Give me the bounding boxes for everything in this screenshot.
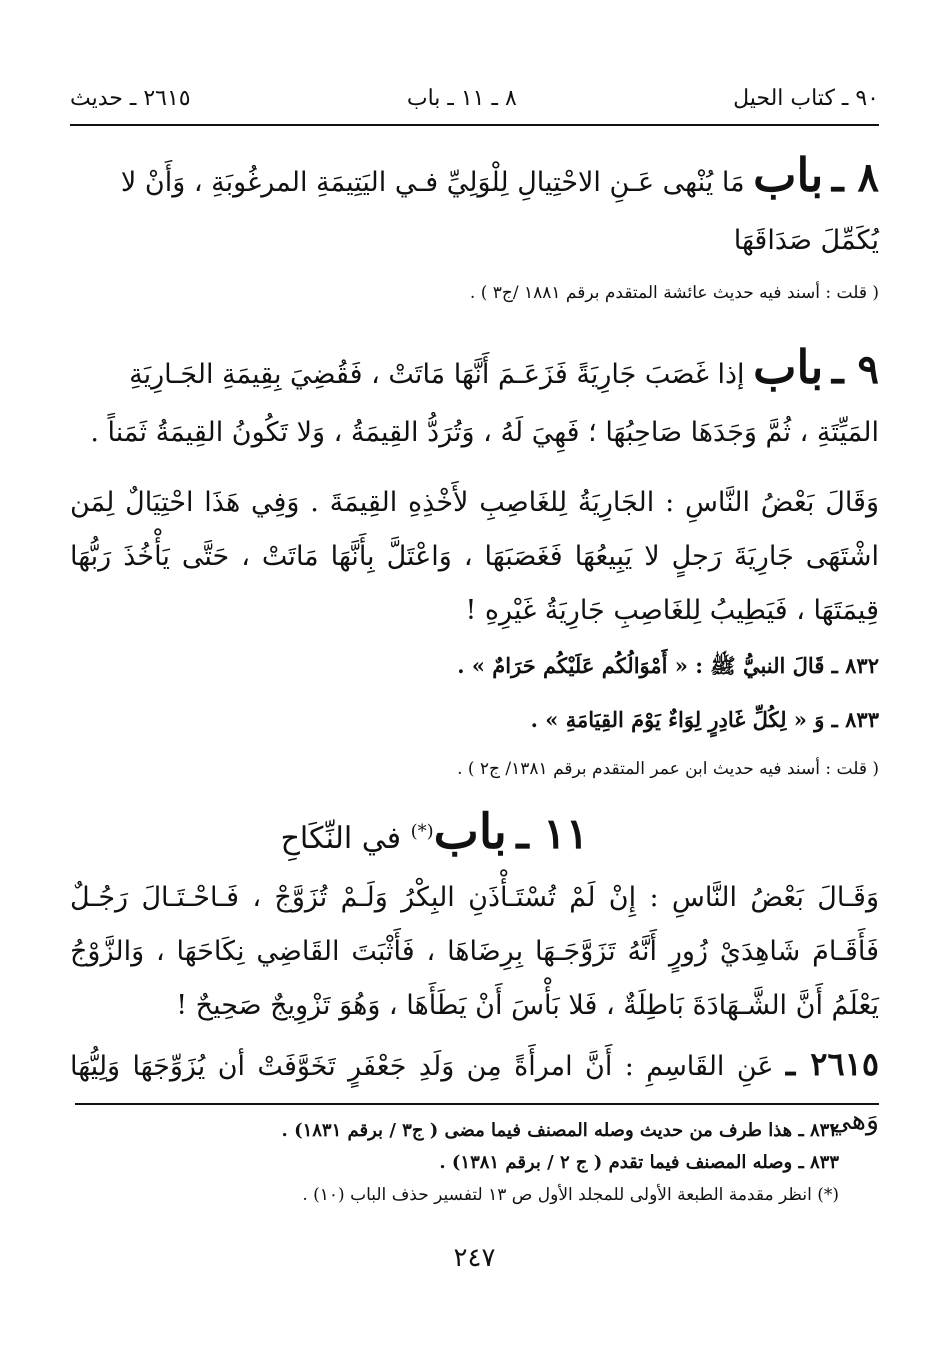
bab-8-heading (70, 146, 879, 270)
footnote-833: ٨٣٣ ـ وصله المصنف فيما تقدم ( ج ٢ / برقم ١٣٨١) . (439, 1152, 839, 1173)
page-number: ٢٤٧ (453, 1243, 496, 1273)
footnote-star: (*) انظر مقدمة الطبعة الأولى للمجلد الأول ص ١٣ لتفسير حذف الباب (١٠) . (302, 1185, 839, 1205)
header-rule (70, 124, 879, 126)
hadith-2615-text: عَنِ القَاسِمِ : أَنَّ امرأَةً مِن وَلَدِ جَعْفَرٍ تَخَوَّفَتْ أن يُزَوِّجَهَا وَلِيُّهَا وَهي (70, 1051, 879, 1136)
footnote-832: ٨٣٢ ـ هذا طرف من حديث وصله المصنف فيما مضى ( ج٣ / برقم ١٨٣١) . (281, 1120, 839, 1141)
bab-11-word: باب (433, 804, 507, 860)
bab-11-paragraph: وَقَـالَ بَعْضُ النَّاسِ : إِنْ لَمْ تُسْتَـأْذَنِ البِكْرُ وَلَـمْ تُزَوَّجْ ، فَـاحْـتَـالَ رَجُـلٌ فَأَقَـامَ شَاهِدَيْ زُورٍ أَنَّهُ تَزَوَّجَـهَا بِرِضَاهَا ، فَأَثْبَتَ القَاضِي نِكَاحَهَا ، وَالزَّوْجُ يَعْلَمُ أَنَّ الشَّـهَادَةَ بَاطِلَةٌ ، فَلا بَأْسَ أَنْ يَطَأَهَا ، وَهُوَ تَزْوِيجٌ صَحِيحٌ ! (70, 882, 879, 1021)
bab-9-paragraph: وَقَالَ بَعْضُ النَّاسِ : الجَارِيَةُ لِلغَاصِبِ لأَخْذِهِ القِيمَةَ . وَفِي هَذَا احْتِيَالٌ لِمَن اشْتَهَى جَارِيَةَ رَجلٍ لا يَبِيعُهَا فَغَصَبَهَا ، وَاعْتَلَّ بِأَنَّهَا مَاتَتْ ، حَتَّى يَأْخُذَ رَبُّهَا قِيمَتَهَا ، فَيَطِيبُ لِلغَاصِبِ جَارِيَةُ غَيْرِهِ ! (70, 487, 879, 626)
bab-9-number: ٩ ـ (831, 346, 879, 393)
bab-11-section (70, 800, 879, 1148)
header-chapter-range: ٨ ـ ١١ ـ باب (406, 85, 517, 111)
running-header (70, 78, 879, 118)
hadith-832: ٨٣٢ ـ قَالَ النبيُّ ﷺ : « أَمْوَالُكُم عَلَيْكُم حَرَامٌ » . (457, 653, 879, 678)
bab-11-number: ١١ ـ (516, 809, 589, 858)
bab-9-section (70, 338, 879, 784)
bab-8-word: باب (753, 148, 824, 202)
footnotes (70, 1115, 839, 1211)
header-hadith-range: ٢٦١٥ ـ حديث (70, 85, 191, 111)
bab-8-title: مَا يُنْهى عَـنِ الاحْتِيالِ لِلْوَلِيِّ فـي اليَتِيمَةِ المرغُوبَةِ ، وَأَنْ لا يُكَمِّلَ صَدَاقَهَا (120, 167, 879, 256)
bab-11-footnote-marker: (*) (410, 821, 434, 842)
hadith-833: ٨٣٣ ـ وَ « لِكُلِّ غَادِرٍ لِوَاءٌ يَوْمَ القِيَامَةِ » . (530, 707, 879, 732)
footnote-rule (75, 1103, 879, 1105)
bab-11-heading (70, 800, 879, 871)
bab-8-section (70, 146, 879, 308)
hadith-2615-number: ٢٦١٥ ـ (785, 1045, 879, 1083)
bab-8-number: ٨ ـ (831, 154, 879, 201)
bab-9-heading (70, 338, 879, 462)
bab-11-title: في النِّكَاحِ (280, 821, 402, 856)
bab-9-title: إذا غَصَبَ جَارِيَةً فَزَعَـمَ أَنَّهَا مَاتَتْ ، فَقُضِيَ بِقِيمَةِ الجَـارِيَةِ المَيِّتَةِ ، ثُمَّ وَجَدَهَا صَاحِبُهَا ؛ فَهِيَ لَهُ ، وَتُرَدُّ القِيمَةُ ، وَلا تَكُونُ القِيمَةُ ثَمَناً . (90, 359, 879, 448)
bab-9-note: ( قلت : أسند فيه حديث ابن عمر المتقدم برقم ١٣٨١/ ج٢ ) . (457, 759, 879, 779)
bab-8-note: ( قلت : أسند فيه حديث عائشة المتقدم برقم ١٨٨١ /ج٣ ) . (469, 283, 879, 303)
bab-9-word: باب (753, 340, 824, 394)
header-book-title: ٩٠ ـ كتاب الحيل (733, 85, 879, 111)
